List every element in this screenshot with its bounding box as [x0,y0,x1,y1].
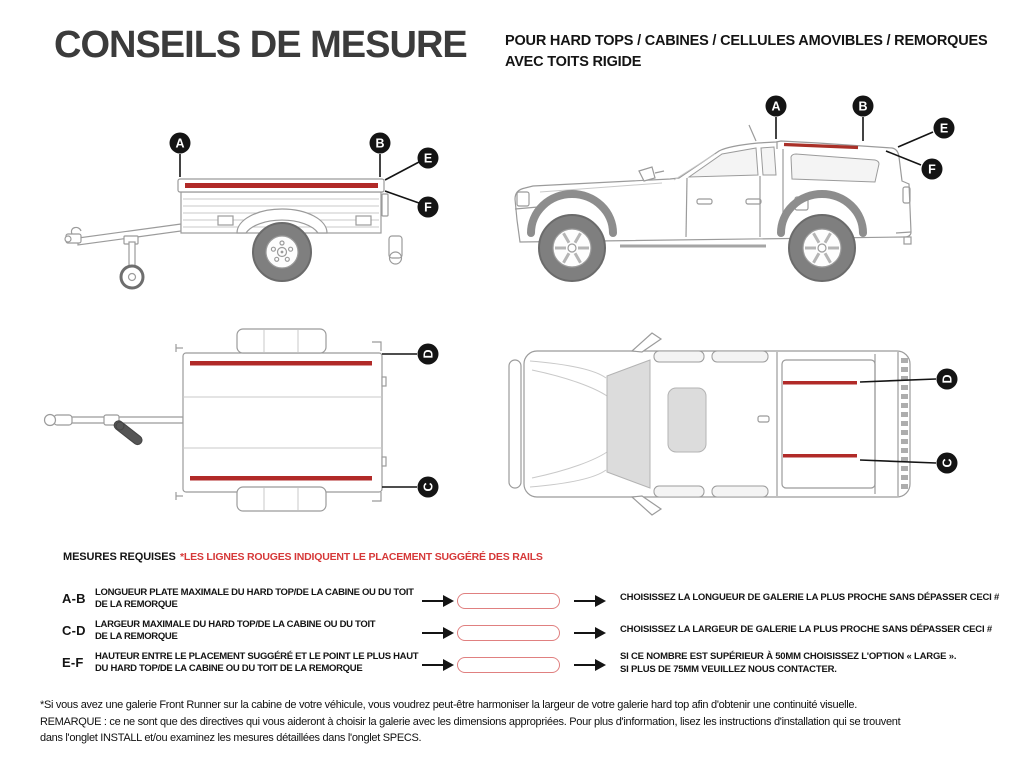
marker-c [418,477,439,498]
rail-placement-line [783,454,857,458]
marker-a [766,96,787,117]
trailer-drawbar [65,224,181,288]
svg-text:E: E [423,151,433,166]
svg-text:B: B [375,136,385,151]
measure-row-cd [0,618,1024,650]
measure-description-line: DE LA REMORQUE [95,631,178,642]
truck-body-top [509,333,910,515]
svg-text:C: C [421,482,436,492]
trailer-wheel [237,209,327,281]
marker-a [170,133,191,154]
trailer-top-view-diagram [40,320,460,520]
truck-side-view-diagram [500,85,960,285]
footer-line: *Si vous avez une galerie Front Runner sur la cabine de votre véhicule, vous voudrez peut-être harmoniser la largeur de votre galerie hard top afin d'obtenir une continuité visuelle. [40,699,858,711]
marker-f [418,197,439,218]
marker-b [853,96,874,117]
arrow-right-icon [574,627,606,639]
measure-result-line: CHOISISSEZ LA LONGUEUR DE GALERIE LA PLUS PROCHE SANS DÉPASSER CECI # [620,592,1000,603]
measure-description-line: HAUTEUR ENTRE LE PLACEMENT SUGGÉRÉ ET LE POINT LE PLUS HAUT [95,651,419,662]
page-subtitle-line-2: AVEC TOITS RIGIDE [505,54,642,70]
measure-code: E-F [62,655,84,670]
svg-text:A: A [175,136,185,151]
trailer-drawbar-top [45,415,184,447]
marker-b [370,133,391,154]
measure-description-line: LARGEUR MAXIMALE DU HARD TOP/DE LA CABINE OU DU TOIT [95,619,376,630]
svg-text:D: D [421,349,436,359]
measure-code: C-D [62,623,86,638]
measure-result [620,651,956,676]
svg-text:E: E [939,121,949,136]
measure-result-line: SI CE NOMBRE EST SUPÉRIEUR À 50MM CHOISISSEZ L'OPTION « LARGE ». [620,651,957,662]
page-title: CONSEILS DE MESURE [54,24,467,66]
page-subtitle-line-1: POUR HARD TOPS / CABINES / CELLULES AMOVIBLES / REMORQUES [505,33,988,49]
measurement-fill-box [457,625,560,641]
marker-d [418,344,439,365]
measurements-heading: MESURES REQUISES [63,551,176,563]
measurement-fill-box [457,657,560,673]
trailer-side-view-diagram [60,90,460,320]
trailer-box-top [176,329,386,511]
svg-text:D: D [940,374,955,384]
marker-f [922,159,943,180]
arrow-right-icon [574,659,606,671]
footer-line: REMARQUE : ce ne sont que des directives qui vous aideront à choisir la galerie avec les dimensions appropriées. Pour plus d'information, lisez les instructions d'installation qui se trouvent [40,715,901,728]
measure-result-line: SI PLUS DE 75MM VEUILLEZ NOUS CONTACTER. [620,663,837,675]
rail-placement-line [190,476,372,481]
measurement-fill-box [457,593,560,609]
svg-text:C: C [940,458,955,468]
measure-description-line: LONGUEUR PLATE MAXIMALE DU HARD TOP/DE LA CABINE OU DU TOIT [95,587,414,598]
measure-code: A-B [62,591,86,606]
svg-text:F: F [424,200,432,215]
footer-line: dans l'onglet INSTALL et/ou examinez les mesures détaillées dans l'onglet SPECS. [40,732,422,744]
truck-top-view-diagram [500,330,970,520]
arrow-right-icon [574,595,606,607]
measure-row-ef [0,650,1024,682]
measure-description [95,587,414,611]
measure-description [95,619,375,643]
marker-d [937,369,958,390]
marker-e [418,148,439,169]
measure-result [620,624,992,637]
measure-result-line: CHOISISSEZ LA LARGEUR DE GALERIE LA PLUS PROCHE SANS DÉPASSER CECI # [620,624,992,635]
svg-text:A: A [771,99,781,114]
measure-description-line: DE LA REMORQUE [95,599,178,610]
red-lines-note: *LES LIGNES ROUGES INDIQUENT LE PLACEMENT SUGGÉRÉ DES RAILS [180,551,543,563]
rail-placement-line [185,183,378,188]
measure-row-ab [0,586,1024,618]
arrow-right-icon [422,595,454,607]
rail-placement-line [783,381,857,385]
measure-description [95,651,418,675]
arrow-right-icon [422,659,454,671]
measure-result [620,592,999,605]
measure-description-line: DU HARD TOP/DE LA CABINE OU DU TOIT DE LA REMORQUE [95,663,363,674]
page-subtitle [505,31,987,73]
marker-e [934,118,955,139]
svg-text:B: B [858,99,868,114]
rail-placement-line [190,361,372,366]
arrow-right-icon [422,627,454,639]
footer-note [40,697,900,747]
svg-text:F: F [928,162,936,177]
marker-c [937,453,958,474]
